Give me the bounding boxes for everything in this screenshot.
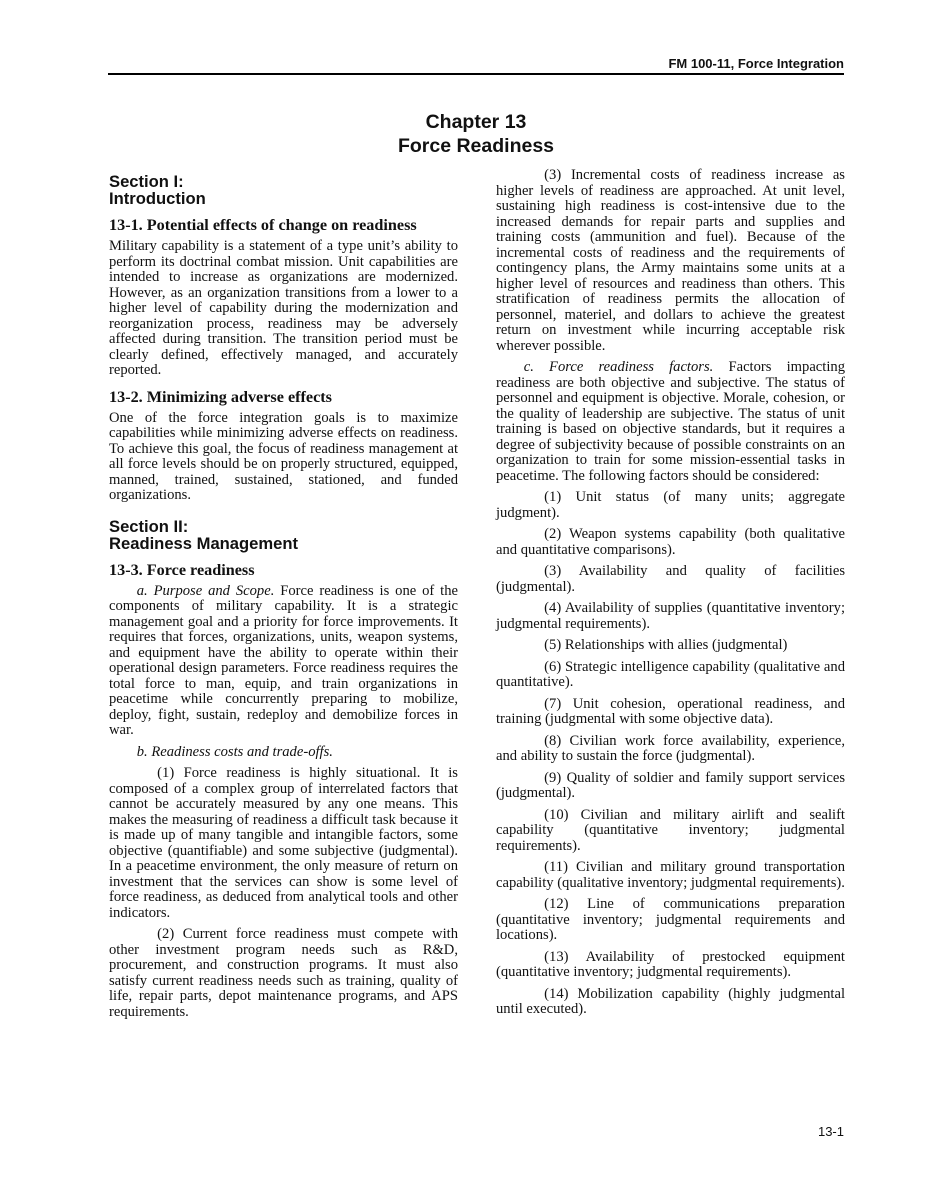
- section-2-heading: [109, 518, 458, 552]
- para-13-3-b-label: b. Readiness costs and trade-offs.: [136, 743, 333, 760]
- section-2-label: Section II:: [109, 516, 189, 536]
- chapter-title: [108, 110, 844, 158]
- running-header: FM 100-11, Force Integration: [668, 56, 844, 71]
- section-1-heading: [109, 173, 458, 207]
- factor-item: (8) Civilian work force availability, experience, and ability to sustain the force (judgmental).: [496, 732, 845, 764]
- para-13-2-text: One of the force integration goals is to maximize capabilities while minimizing adverse effects on readiness. To achieve this goal, the focus of readiness management at all force levels should be on properly structured, equipped, manned, trained, sustained, stationed, and funded organizations.: [109, 409, 458, 503]
- factor-item: (2) Weapon systems capability (both qualitative and quantitative comparisons).: [496, 526, 845, 558]
- factor-item: (1) Unit status (of many units; aggregate judgment).: [496, 489, 845, 521]
- right-column: [496, 168, 845, 1024]
- factor-item: (7) Unit cohesion, operational readiness, and training (judgmental with some objective data).: [496, 695, 845, 727]
- para-13-3-b: [109, 745, 458, 761]
- factor-item: (11) Civilian and military ground transportation capability (qualitative inventory; judgmental requirements).: [496, 859, 845, 891]
- factor-item: (5) Relationships with allies (judgmental): [544, 637, 788, 653]
- section-1-label: Section I:: [109, 172, 184, 191]
- page-number: 13-1: [817, 1124, 844, 1139]
- section-2-title: Readiness Management: [109, 533, 299, 553]
- factor-item: (4) Availability of supplies (quantitative inventory; judgmental requirements).: [496, 600, 845, 632]
- factor-item: (13) Availability of prestocked equipment (quantitative inventory; judgmental requirements).: [496, 948, 845, 980]
- factor-item: (6) Strategic intelligence capability (qualitative and quantitative).: [496, 658, 845, 690]
- factor-item: (9) Quality of soldier and family support services (judgmental).: [496, 769, 845, 801]
- para-13-3-b2: (2) Current force readiness must compete with other investment program needs such as R&D, procurement, and construction programs. It must also satisfy current readiness needs such as training, quality of life, repair parts, depot maintenance programs, and APS requirements.: [109, 926, 458, 1020]
- para-13-3-b3: (3) Incremental costs of readiness increase as higher levels of readiness are approached. At unit level, sustaining high readiness is cost-intensive due to the increased demands for repair parts and supplies and training costs (ammunition and fuel). Because of the incremental costs of readiness and the requirements of contingency plans, the Army maintains some units at a higher level of resources and readiness than others. This stratification of readiness permits the allocation of personnel, materiel, and dollars to achieve the greatest return on investment while incurring acceptable risk wherever possible.: [496, 167, 845, 354]
- para-13-3-c: [496, 360, 845, 484]
- left-column: [109, 173, 458, 1026]
- chapter-number: Chapter 13: [425, 111, 527, 133]
- para-13-3-b1: (1) Force readiness is highly situational. It is composed of a complex group of interrelated factors that cannot be accurately measured by any one means. This makes the measuring of readiness a difficult task because it is made up of many tangible and intangible factors, some objective (quantifiable) and some subjective (judgmental). In a peacetime environment, the only measure of return on investment that the services can show is some level of force readiness, as deduced from analytical tools and other indicators.: [109, 765, 458, 921]
- chapter-name: Force Readiness: [397, 135, 555, 157]
- header-rule: [108, 73, 844, 75]
- factor-item: (10) Civilian and military airlift and sealift capability (quantitative inventory; judgmental requirements).: [496, 806, 845, 854]
- factor-item: (12) Line of communications preparation (quantitative inventory; judgmental requirements and locations).: [496, 896, 845, 943]
- para-13-3-a: [109, 584, 458, 739]
- para-13-3-a-label: a. Purpose and Scope.: [136, 582, 275, 599]
- factor-item: (3) Availability and quality of facilities (judgmental).: [496, 563, 845, 595]
- para-13-1-heading: 13-1. Potential effects of change on readiness: [109, 216, 417, 234]
- para-13-2-heading: 13-2. Minimizing adverse effects: [109, 387, 332, 406]
- para-13-3-heading: 13-3. Force readiness: [109, 560, 255, 579]
- para-13-3-c-label: c. Force readiness factors.: [523, 359, 714, 375]
- factor-item: (14) Mobilization capability (highly judgmental until executed).: [496, 985, 845, 1017]
- para-13-1-text: Military capability is a statement of a type unit’s ability to perform its doctrinal combat mission. Unit capabilities are intended to increase as organizations are modernized. However, as an organization transitions from a lower to a higher level of capability during the modernization and reorganization process, readiness may be adversely affected during transition. The transition period must be clearly defined, effectively managed, and accurately reported.: [109, 238, 458, 378]
- section-1-title: Introduction: [109, 189, 206, 208]
- para-13-3-a-text: Force readiness is one of the components of military capability. It is a strategic management goal and a priority for force improvements. It requires that forces, organizations, units, weapon systems, and equipment have the ability to operate within their operational design parameters. Force readiness requires the total force to man, equip, and train organizations in peacetime while concurrently preparing to mobilize, deploy, fight, sustain, redeploy and demobilize forces in war.: [109, 582, 458, 738]
- para-13-3-c-text: Factors impacting readiness are both objective and subjective. The status of personnel and equipment is objective. Morale, cohesion, or the quality of leadership are subjective. The status of unit training is based on objective standards, but it requires a degree of subjectivity because of possible constraints on an organization to train for some mission-essential tasks in peacetime. The following factors should be considered:: [496, 359, 845, 484]
